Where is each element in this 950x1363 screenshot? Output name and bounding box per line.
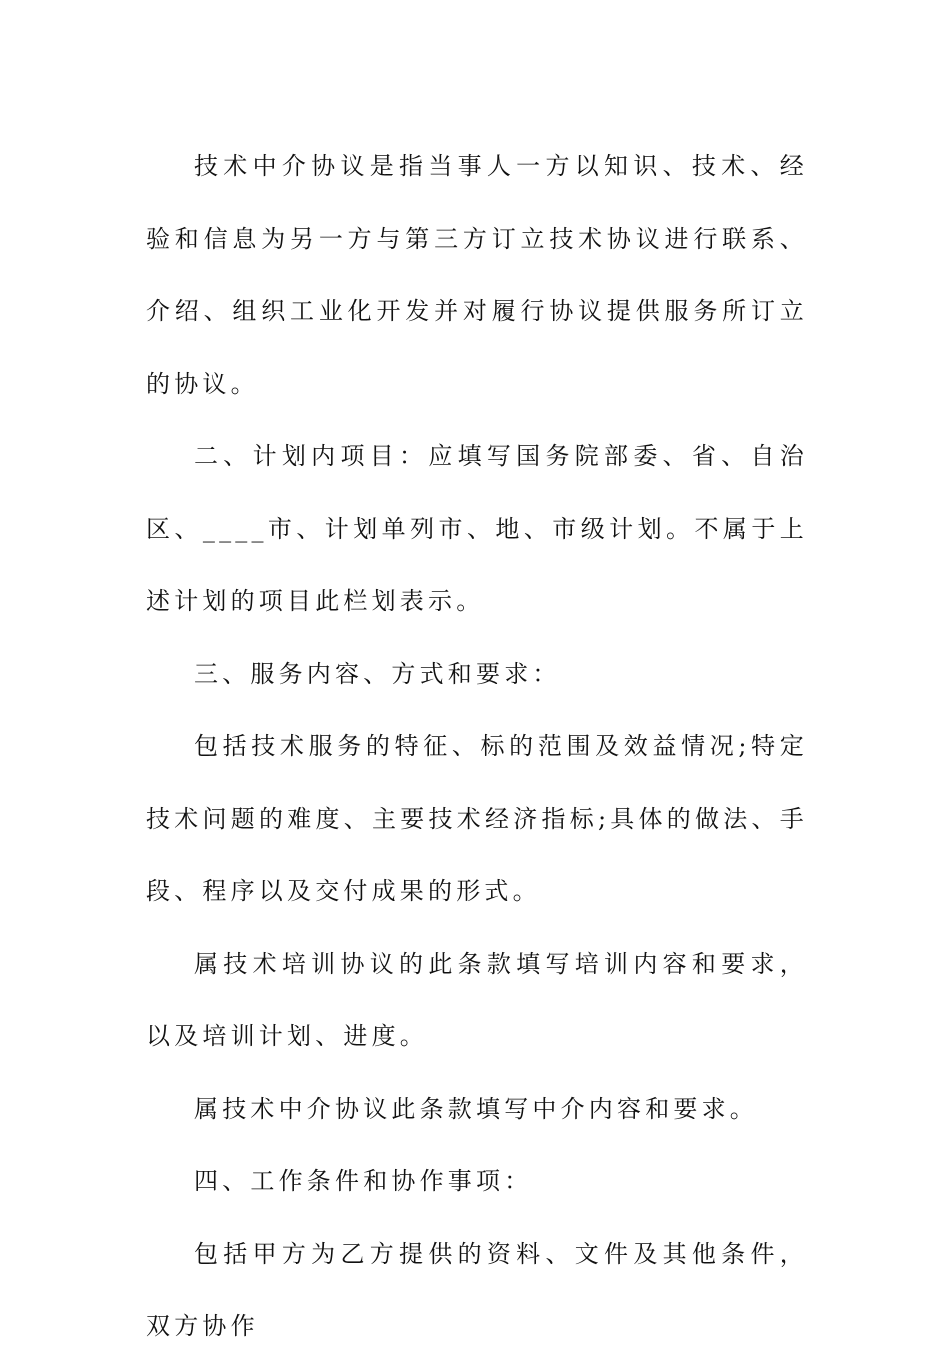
paragraph-work-conditions: 包括甲方为乙方提供的资料、文件及其他条件，双方协作 [146,1239,808,1340]
paragraph-intermediary-definition: 技术中介协议是指当事人一方以知识、技术、经验和信息为另一方与第三方订立技术协议进行联系、介绍、组织工业化开发并对履行协议提供服务所订立的协议。 [146,152,808,398]
section-heading-work-conditions: 四、工作条件和协作事项： [194,1167,533,1195]
paragraph-service-details: 包括技术服务的特征、标的范围及效益情况;特定技术问题的难度、主要技术经济指标;具体的做法、手段、程序以及交付成果的形式。 [146,732,808,905]
paragraph-training-agreement: 属技术培训协议的此条款填写培训内容和要求，以及培训计划、进度。 [146,949,808,1050]
paragraph-planned-projects: 二、计划内项目：应填写国务院部委、省、自治区、____市、计划单列市、地、市级计划。不属于上述计划的项目此栏划表示。 [146,442,808,615]
section-heading-service-content: 三、服务内容、方式和要求： [194,659,561,688]
document-body [146,130,808,1363]
paragraph-intermediary-agreement: 属技术中介协议此条款填写中介内容和要求。 [194,1094,758,1123]
